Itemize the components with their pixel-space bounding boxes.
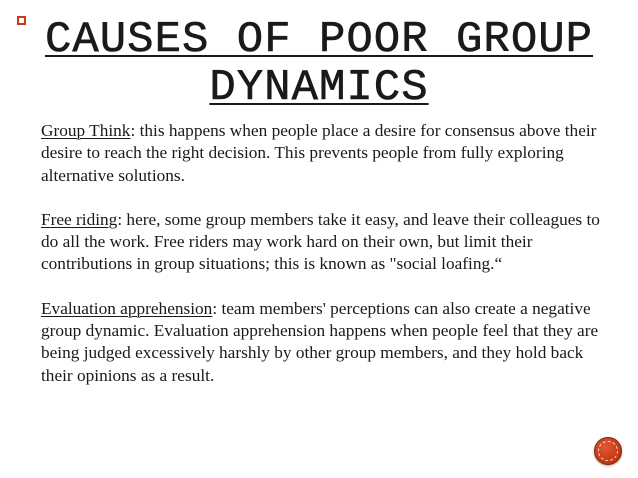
term-evaluation-apprehension: Evaluation apprehension <box>41 298 213 318</box>
next-slide-button[interactable] <box>594 437 622 465</box>
slide-title-line-1: CAUSES OF POOR GROUP <box>44 15 594 65</box>
text-free-riding: : here, some group members take it easy, and leave their colleagues to do all the work. Free riders may work hard on their own, but limit their contributions in group situations; this is known as "social loafing.“ <box>41 209 600 274</box>
term-group-think: Group Think <box>41 121 131 140</box>
text-evaluation-apprehension: : team members' perceptions can also create a negative group dynamic. Evaluation apprehension happens when people feel that they are being judged excessively harshly by other group members, and they hold back their opinions as a result. <box>41 298 599 385</box>
section-group-think <box>41 120 611 187</box>
slide-body <box>41 120 611 409</box>
corner-square-icon <box>17 16 26 25</box>
section-free-riding <box>41 209 611 276</box>
slide-title <box>40 16 598 112</box>
text-group-think: : this happens when people place a desire for consensus above their desire to reach the right decision. This prevents people from fully exploring alternative solutions. <box>41 121 597 185</box>
slide-title-line-2: DYNAMICS <box>209 63 429 113</box>
button-ring-icon <box>598 441 618 461</box>
term-free-riding: Free riding <box>41 209 118 229</box>
section-evaluation-apprehension <box>41 298 611 387</box>
